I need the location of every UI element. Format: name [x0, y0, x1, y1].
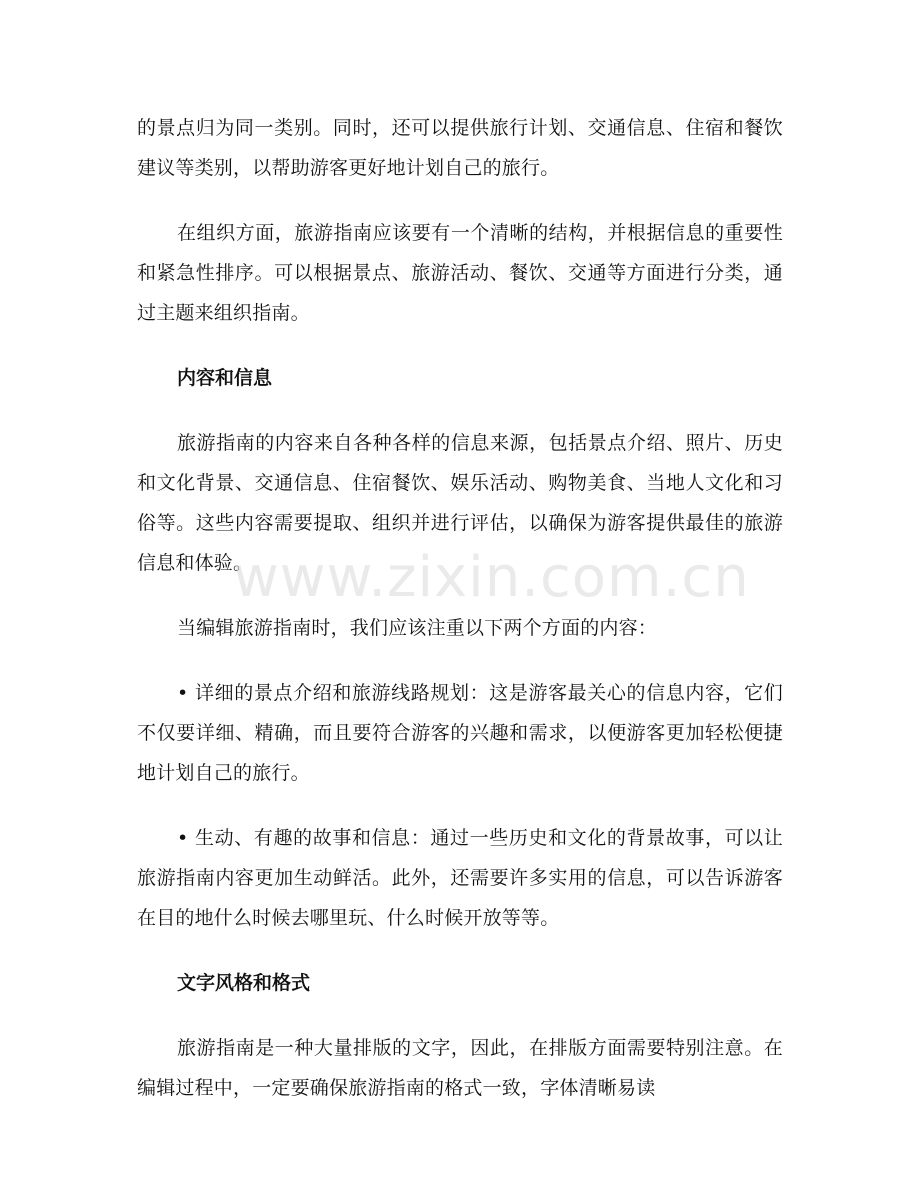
- paragraph-editing-focus: 当编辑旅游指南时，我们应该注重以下两个方面的内容：: [177, 617, 658, 639]
- watermark-text: www.zixin.com.cn: [233, 545, 750, 610]
- paragraph-continued: 的景点归为同一类别。同时，还可以提供旅行计划、交通信息、住宿和餐饮建议等类别，以帮助游客更好地计划自己的旅行。: [137, 117, 783, 179]
- bullet-item-attractions: • 详细的景点介绍和旅游线路规划：这是游客最关心的信息内容，它们不仅要详细、精确，而且要符合游客的兴趣和需求，以便游客更加轻松便捷地计划自己的旅行。: [137, 682, 783, 784]
- paragraph-content-sources: 旅游指南的内容来自各种各样的信息来源，包括景点介绍、照片、历史和文化背景、交通信息、住宿餐饮、娱乐活动、购物美食、当地人文化和习俗等。这些内容需要提取、组织并进行评估，以确保为游客提供最佳的旅游信息和体验。: [137, 432, 783, 574]
- bullet-item-stories: • 生动、有趣的故事和信息：通过一些历史和文化的背景故事，可以让旅游指南内容更加生动鲜活。此外，还需要许多实用的信息，可以告诉游客在目的地什么时候去哪里玩、什么时候开放等等。: [137, 827, 783, 929]
- section-heading-style: 文字风格和格式: [177, 972, 311, 994]
- section-heading-content: 内容和信息: [177, 367, 273, 389]
- paragraph-typesetting: 旅游指南是一种大量排版的文字，因此，在排版方面需要特别注意。在编辑过程中，一定要确保旅游指南的格式一致，字体清晰易读: [137, 1037, 783, 1099]
- paragraph-organization: 在组织方面，旅游指南应该要有一个清晰的结构，并根据信息的重要性和紧急性排序。可以根据景点、旅游活动、餐饮、交通等方面进行分类，通过主题来组织指南。: [137, 222, 783, 324]
- document-body: [137, 108, 783, 1133]
